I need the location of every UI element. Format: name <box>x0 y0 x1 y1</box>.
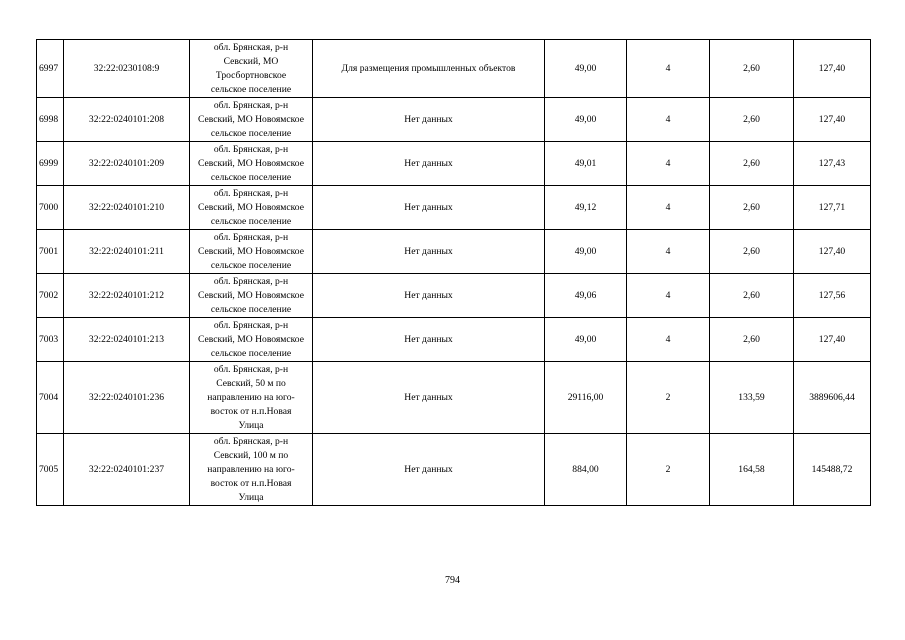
cell-address: обл. Брянская, р-н Севский, МО Новоямское сельское поселение <box>190 318 313 362</box>
cell-cadastral-number: 32:22:0240101:211 <box>64 230 190 274</box>
cell-address: обл. Брянская, р-н Севский, МО Новоямское сельское поселение <box>190 142 313 186</box>
cell-group: 4 <box>627 318 710 362</box>
table-body <box>37 40 871 506</box>
cell-permitted-use: Нет данных <box>313 274 545 318</box>
cell-row-number: 6997 <box>37 40 64 98</box>
cell-cadastral-number: 32:22:0240101:209 <box>64 142 190 186</box>
table-row <box>37 274 871 318</box>
cell-cadastral-value: 127,40 <box>794 98 871 142</box>
cell-area: 49,00 <box>545 40 627 98</box>
cell-group: 4 <box>627 186 710 230</box>
cell-permitted-use: Нет данных <box>313 318 545 362</box>
cell-specific-value: 164,58 <box>710 434 794 506</box>
cell-specific-value: 2,60 <box>710 186 794 230</box>
page-number: 794 <box>445 575 460 586</box>
cell-cadastral-value: 127,40 <box>794 318 871 362</box>
cell-address: обл. Брянская, р-н Севский, 50 м по направлению на юго- восток от н.п.Новая Улица <box>190 362 313 434</box>
cell-group: 2 <box>627 362 710 434</box>
cell-cadastral-number: 32:22:0240101:210 <box>64 186 190 230</box>
table-row <box>37 40 871 98</box>
cell-area: 884,00 <box>545 434 627 506</box>
cell-permitted-use: Нет данных <box>313 186 545 230</box>
cell-group: 4 <box>627 98 710 142</box>
cell-specific-value: 2,60 <box>710 142 794 186</box>
table-row <box>37 318 871 362</box>
cell-area: 49,00 <box>545 230 627 274</box>
table-row <box>37 434 871 506</box>
cell-address: обл. Брянская, р-н Севский, МО Новоямское сельское поселение <box>190 98 313 142</box>
cell-specific-value: 133,59 <box>710 362 794 434</box>
cell-cadastral-value: 127,40 <box>794 40 871 98</box>
cell-address: обл. Брянская, р-н Севский, МО Тросбортновское сельское поселение <box>190 40 313 98</box>
table-row <box>37 230 871 274</box>
table-row <box>37 186 871 230</box>
cell-specific-value: 2,60 <box>710 40 794 98</box>
cell-group: 4 <box>627 274 710 318</box>
cell-specific-value: 2,60 <box>710 318 794 362</box>
cell-cadastral-number: 32:22:0240101:236 <box>64 362 190 434</box>
cell-cadastral-number: 32:22:0240101:208 <box>64 98 190 142</box>
cell-cadastral-value: 145488,72 <box>794 434 871 506</box>
cell-cadastral-value: 127,71 <box>794 186 871 230</box>
cadastral-value-table <box>36 39 871 506</box>
cell-cadastral-number: 32:22:0240101:212 <box>64 274 190 318</box>
cell-area: 29116,00 <box>545 362 627 434</box>
cell-area: 49,01 <box>545 142 627 186</box>
cell-row-number: 7001 <box>37 230 64 274</box>
cell-area: 49,06 <box>545 274 627 318</box>
cell-row-number: 7000 <box>37 186 64 230</box>
cell-permitted-use: Нет данных <box>313 362 545 434</box>
cell-specific-value: 2,60 <box>710 274 794 318</box>
cell-area: 49,00 <box>545 98 627 142</box>
cell-row-number: 7003 <box>37 318 64 362</box>
cell-cadastral-value: 3889606,44 <box>794 362 871 434</box>
cell-cadastral-number: 32:22:0240101:213 <box>64 318 190 362</box>
cell-group: 2 <box>627 434 710 506</box>
cell-row-number: 7005 <box>37 434 64 506</box>
cell-area: 49,12 <box>545 186 627 230</box>
cell-address: обл. Брянская, р-н Севский, МО Новоямское сельское поселение <box>190 274 313 318</box>
cell-cadastral-value: 127,43 <box>794 142 871 186</box>
cell-address: обл. Брянская, р-н Севский, МО Новоямское сельское поселение <box>190 230 313 274</box>
cell-cadastral-number: 32:22:0240101:237 <box>64 434 190 506</box>
cell-cadastral-value: 127,40 <box>794 230 871 274</box>
cell-address: обл. Брянская, р-н Севский, МО Новоямское сельское поселение <box>190 186 313 230</box>
cell-permitted-use: Нет данных <box>313 142 545 186</box>
table-row <box>37 142 871 186</box>
cell-cadastral-number: 32:22:0230108:9 <box>64 40 190 98</box>
cell-cadastral-value: 127,56 <box>794 274 871 318</box>
table-row <box>37 98 871 142</box>
cell-row-number: 7004 <box>37 362 64 434</box>
cell-group: 4 <box>627 230 710 274</box>
cell-specific-value: 2,60 <box>710 230 794 274</box>
cell-permitted-use: Нет данных <box>313 230 545 274</box>
cell-permitted-use: Для размещения промышленных объектов <box>313 40 545 98</box>
cell-row-number: 6998 <box>37 98 64 142</box>
cell-address: обл. Брянская, р-н Севский, 100 м по направлению на юго- восток от н.п.Новая Улица <box>190 434 313 506</box>
table-row <box>37 362 871 434</box>
cell-permitted-use: Нет данных <box>313 98 545 142</box>
cell-specific-value: 2,60 <box>710 98 794 142</box>
cell-permitted-use: Нет данных <box>313 434 545 506</box>
cell-row-number: 6999 <box>37 142 64 186</box>
cell-row-number: 7002 <box>37 274 64 318</box>
cell-group: 4 <box>627 142 710 186</box>
cell-area: 49,00 <box>545 318 627 362</box>
cell-group: 4 <box>627 40 710 98</box>
